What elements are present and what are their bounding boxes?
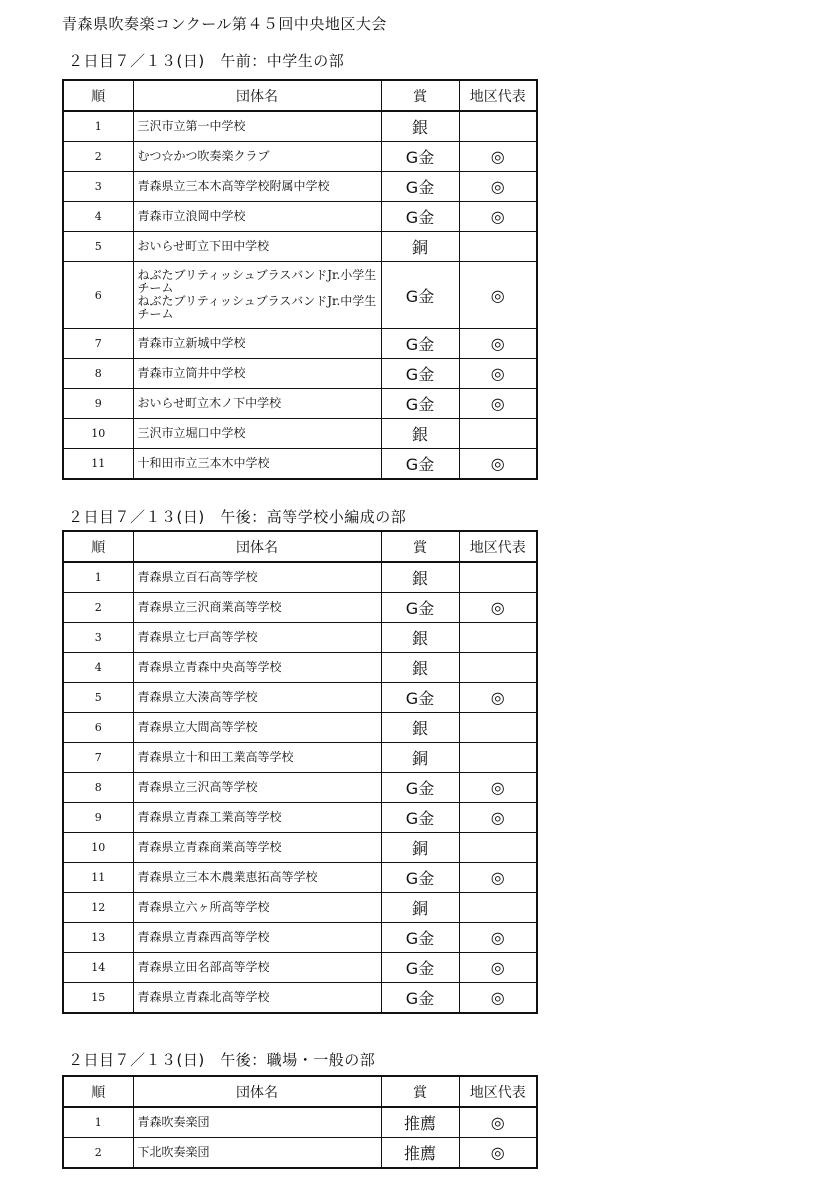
district-rep-cell: ◎ xyxy=(459,803,537,833)
district-rep-cell: ◎ xyxy=(459,1107,537,1138)
award-cell: G金 xyxy=(381,983,459,1014)
group-name-cell: 青森県立青森中央高等学校 xyxy=(133,653,381,683)
group-name-cell: 青森県立六ヶ所高等学校 xyxy=(133,893,381,923)
table-row xyxy=(63,359,537,389)
group-name-cell: 青森県立青森北高等学校 xyxy=(133,983,381,1014)
group-name-cell: 青森県立大間高等学校 xyxy=(133,713,381,743)
section-title-high-school-small: ２日目７／１３(日) 午後：高等学校小編成の部 xyxy=(68,508,407,526)
table-header-row xyxy=(63,1076,537,1107)
table-row xyxy=(63,262,537,329)
award-cell: G金 xyxy=(381,202,459,232)
award-cell: 銀 xyxy=(381,713,459,743)
table-header-row xyxy=(63,80,537,111)
group-name-cell: おいらせ町立木ノ下中学校 xyxy=(133,389,381,419)
district-rep-cell: ◎ xyxy=(459,923,537,953)
award-cell: 銅 xyxy=(381,232,459,262)
district-rep-cell: ◎ xyxy=(459,773,537,803)
district-rep-cell: ◎ xyxy=(459,202,537,232)
district-rep-cell xyxy=(459,111,537,142)
table-row xyxy=(63,713,537,743)
award-cell: G金 xyxy=(381,359,459,389)
table-row xyxy=(63,863,537,893)
order-number-cell: 11 xyxy=(63,863,133,893)
district-rep-cell xyxy=(459,743,537,773)
table-row xyxy=(63,683,537,713)
district-rep-cell: ◎ xyxy=(459,329,537,359)
results-table-workplace-general xyxy=(62,1075,538,1169)
district-rep-cell xyxy=(459,713,537,743)
order-number-cell: 1 xyxy=(63,1107,133,1138)
order-number-cell: 10 xyxy=(63,833,133,863)
table-row xyxy=(63,562,537,593)
district-rep-cell xyxy=(459,562,537,593)
group-name-cell: 青森県立青森工業高等学校 xyxy=(133,803,381,833)
group-name-cell: 青森県立青森西高等学校 xyxy=(133,923,381,953)
table-row xyxy=(63,803,537,833)
group-name-cell: 青森県立十和田工業高等学校 xyxy=(133,743,381,773)
group-name-cell: 青森県立三本木農業恵拓高等学校 xyxy=(133,863,381,893)
order-number-cell: 8 xyxy=(63,359,133,389)
district-rep-cell xyxy=(459,833,537,863)
header-group-name: 団体名 xyxy=(133,1076,381,1107)
order-number-cell: 3 xyxy=(63,172,133,202)
table-row xyxy=(63,142,537,172)
table-row xyxy=(63,111,537,142)
district-rep-cell: ◎ xyxy=(459,359,537,389)
group-name-cell: 三沢市立堀口中学校 xyxy=(133,419,381,449)
district-rep-cell xyxy=(459,419,537,449)
order-number-cell: 4 xyxy=(63,653,133,683)
award-cell: G金 xyxy=(381,172,459,202)
table-row xyxy=(63,833,537,863)
award-cell: 銀 xyxy=(381,111,459,142)
award-cell: 銅 xyxy=(381,833,459,863)
header-order: 順 xyxy=(63,1076,133,1107)
award-cell: G金 xyxy=(381,923,459,953)
order-number-cell: 9 xyxy=(63,803,133,833)
award-cell: 銀 xyxy=(381,623,459,653)
order-number-cell: 2 xyxy=(63,1138,133,1169)
table-row xyxy=(63,419,537,449)
section-title-junior-high: ２日目７／１３(日) 午前：中学生の部 xyxy=(68,52,345,70)
order-number-cell: 5 xyxy=(63,683,133,713)
order-number-cell: 15 xyxy=(63,983,133,1014)
district-rep-cell xyxy=(459,232,537,262)
district-rep-cell xyxy=(459,893,537,923)
award-cell: G金 xyxy=(381,329,459,359)
order-number-cell: 5 xyxy=(63,232,133,262)
header-order: 順 xyxy=(63,531,133,562)
group-name-cell: ねぶたブリティッシュブラスバンドJr.小学生チーム ねぶたブリティッシュブラスバンドJr.中学生チーム xyxy=(133,262,381,329)
group-name-cell: 青森県立百石高等学校 xyxy=(133,562,381,593)
document-title: 青森県吹奏楽コンクール第４５回中央地区大会 xyxy=(62,15,387,33)
group-name-cell: 青森市立浪岡中学校 xyxy=(133,202,381,232)
table-row xyxy=(63,743,537,773)
district-rep-cell: ◎ xyxy=(459,863,537,893)
district-rep-cell: ◎ xyxy=(459,593,537,623)
order-number-cell: 4 xyxy=(63,202,133,232)
district-rep-cell: ◎ xyxy=(459,389,537,419)
district-rep-cell: ◎ xyxy=(459,142,537,172)
section-title-workplace-general: ２日目７／１３(日) 午後：職場・一般の部 xyxy=(68,1051,376,1069)
award-cell: G金 xyxy=(381,449,459,480)
award-cell: 銀 xyxy=(381,419,459,449)
results-table-high-school-small xyxy=(62,530,538,1014)
award-cell: 銀 xyxy=(381,653,459,683)
award-cell: 推薦 xyxy=(381,1107,459,1138)
award-cell: G金 xyxy=(381,142,459,172)
table-row xyxy=(63,893,537,923)
order-number-cell: 11 xyxy=(63,449,133,480)
header-award: 賞 xyxy=(381,1076,459,1107)
award-cell: 推薦 xyxy=(381,1138,459,1169)
group-name-cell: 青森県立大湊高等学校 xyxy=(133,683,381,713)
group-name-cell: 青森県立三本木高等学校附属中学校 xyxy=(133,172,381,202)
group-name-cell: 下北吹奏楽団 xyxy=(133,1138,381,1169)
table-row xyxy=(63,623,537,653)
award-cell: 銀 xyxy=(381,562,459,593)
table-row xyxy=(63,172,537,202)
table-row xyxy=(63,329,537,359)
order-number-cell: 10 xyxy=(63,419,133,449)
header-group-name: 団体名 xyxy=(133,531,381,562)
award-cell: G金 xyxy=(381,803,459,833)
group-name-cell: 青森吹奏楽団 xyxy=(133,1107,381,1138)
group-name-cell: むつ☆かつ吹奏楽クラブ xyxy=(133,142,381,172)
award-cell: G金 xyxy=(381,683,459,713)
table-row xyxy=(63,923,537,953)
results-table-junior-high xyxy=(62,79,538,480)
award-cell: G金 xyxy=(381,262,459,329)
award-cell: G金 xyxy=(381,593,459,623)
table-row xyxy=(63,773,537,803)
order-number-cell: 1 xyxy=(63,111,133,142)
table-row xyxy=(63,232,537,262)
award-cell: G金 xyxy=(381,773,459,803)
district-rep-cell: ◎ xyxy=(459,262,537,329)
group-name-cell: 青森県立青森商業高等学校 xyxy=(133,833,381,863)
order-number-cell: 13 xyxy=(63,923,133,953)
group-name-cell: 青森市立新城中学校 xyxy=(133,329,381,359)
order-number-cell: 1 xyxy=(63,562,133,593)
table-header-row xyxy=(63,531,537,562)
award-cell: G金 xyxy=(381,953,459,983)
order-number-cell: 6 xyxy=(63,713,133,743)
table-row xyxy=(63,983,537,1014)
district-rep-cell: ◎ xyxy=(459,172,537,202)
header-group-name: 団体名 xyxy=(133,80,381,111)
order-number-cell: 3 xyxy=(63,623,133,653)
order-number-cell: 2 xyxy=(63,593,133,623)
table-row xyxy=(63,202,537,232)
district-rep-cell: ◎ xyxy=(459,449,537,480)
award-cell: G金 xyxy=(381,863,459,893)
group-name-cell: 青森県立三沢商業高等学校 xyxy=(133,593,381,623)
header-award: 賞 xyxy=(381,531,459,562)
order-number-cell: 8 xyxy=(63,773,133,803)
group-name-cell: 青森県立田名部高等学校 xyxy=(133,953,381,983)
district-rep-cell: ◎ xyxy=(459,683,537,713)
header-order: 順 xyxy=(63,80,133,111)
group-name-cell: 青森県立七戸高等学校 xyxy=(133,623,381,653)
table-row xyxy=(63,1138,537,1169)
table-row xyxy=(63,953,537,983)
group-name-cell: 青森市立筒井中学校 xyxy=(133,359,381,389)
table-row xyxy=(63,449,537,480)
order-number-cell: 2 xyxy=(63,142,133,172)
district-rep-cell: ◎ xyxy=(459,1138,537,1169)
group-name-cell: おいらせ町立下田中学校 xyxy=(133,232,381,262)
header-award: 賞 xyxy=(381,80,459,111)
table-row xyxy=(63,389,537,419)
order-number-cell: 7 xyxy=(63,329,133,359)
order-number-cell: 7 xyxy=(63,743,133,773)
order-number-cell: 6 xyxy=(63,262,133,329)
header-district-rep: 地区代表 xyxy=(459,531,537,562)
order-number-cell: 14 xyxy=(63,953,133,983)
table-row xyxy=(63,593,537,623)
district-rep-cell: ◎ xyxy=(459,983,537,1014)
district-rep-cell: ◎ xyxy=(459,953,537,983)
table-row xyxy=(63,1107,537,1138)
group-name-cell: 青森県立三沢高等学校 xyxy=(133,773,381,803)
district-rep-cell xyxy=(459,653,537,683)
group-name-cell: 十和田市立三本木中学校 xyxy=(133,449,381,480)
header-district-rep: 地区代表 xyxy=(459,1076,537,1107)
order-number-cell: 12 xyxy=(63,893,133,923)
district-rep-cell xyxy=(459,623,537,653)
order-number-cell: 9 xyxy=(63,389,133,419)
award-cell: G金 xyxy=(381,389,459,419)
award-cell: 銅 xyxy=(381,743,459,773)
table-row xyxy=(63,653,537,683)
award-cell: 銅 xyxy=(381,893,459,923)
header-district-rep: 地区代表 xyxy=(459,80,537,111)
group-name-cell: 三沢市立第一中学校 xyxy=(133,111,381,142)
